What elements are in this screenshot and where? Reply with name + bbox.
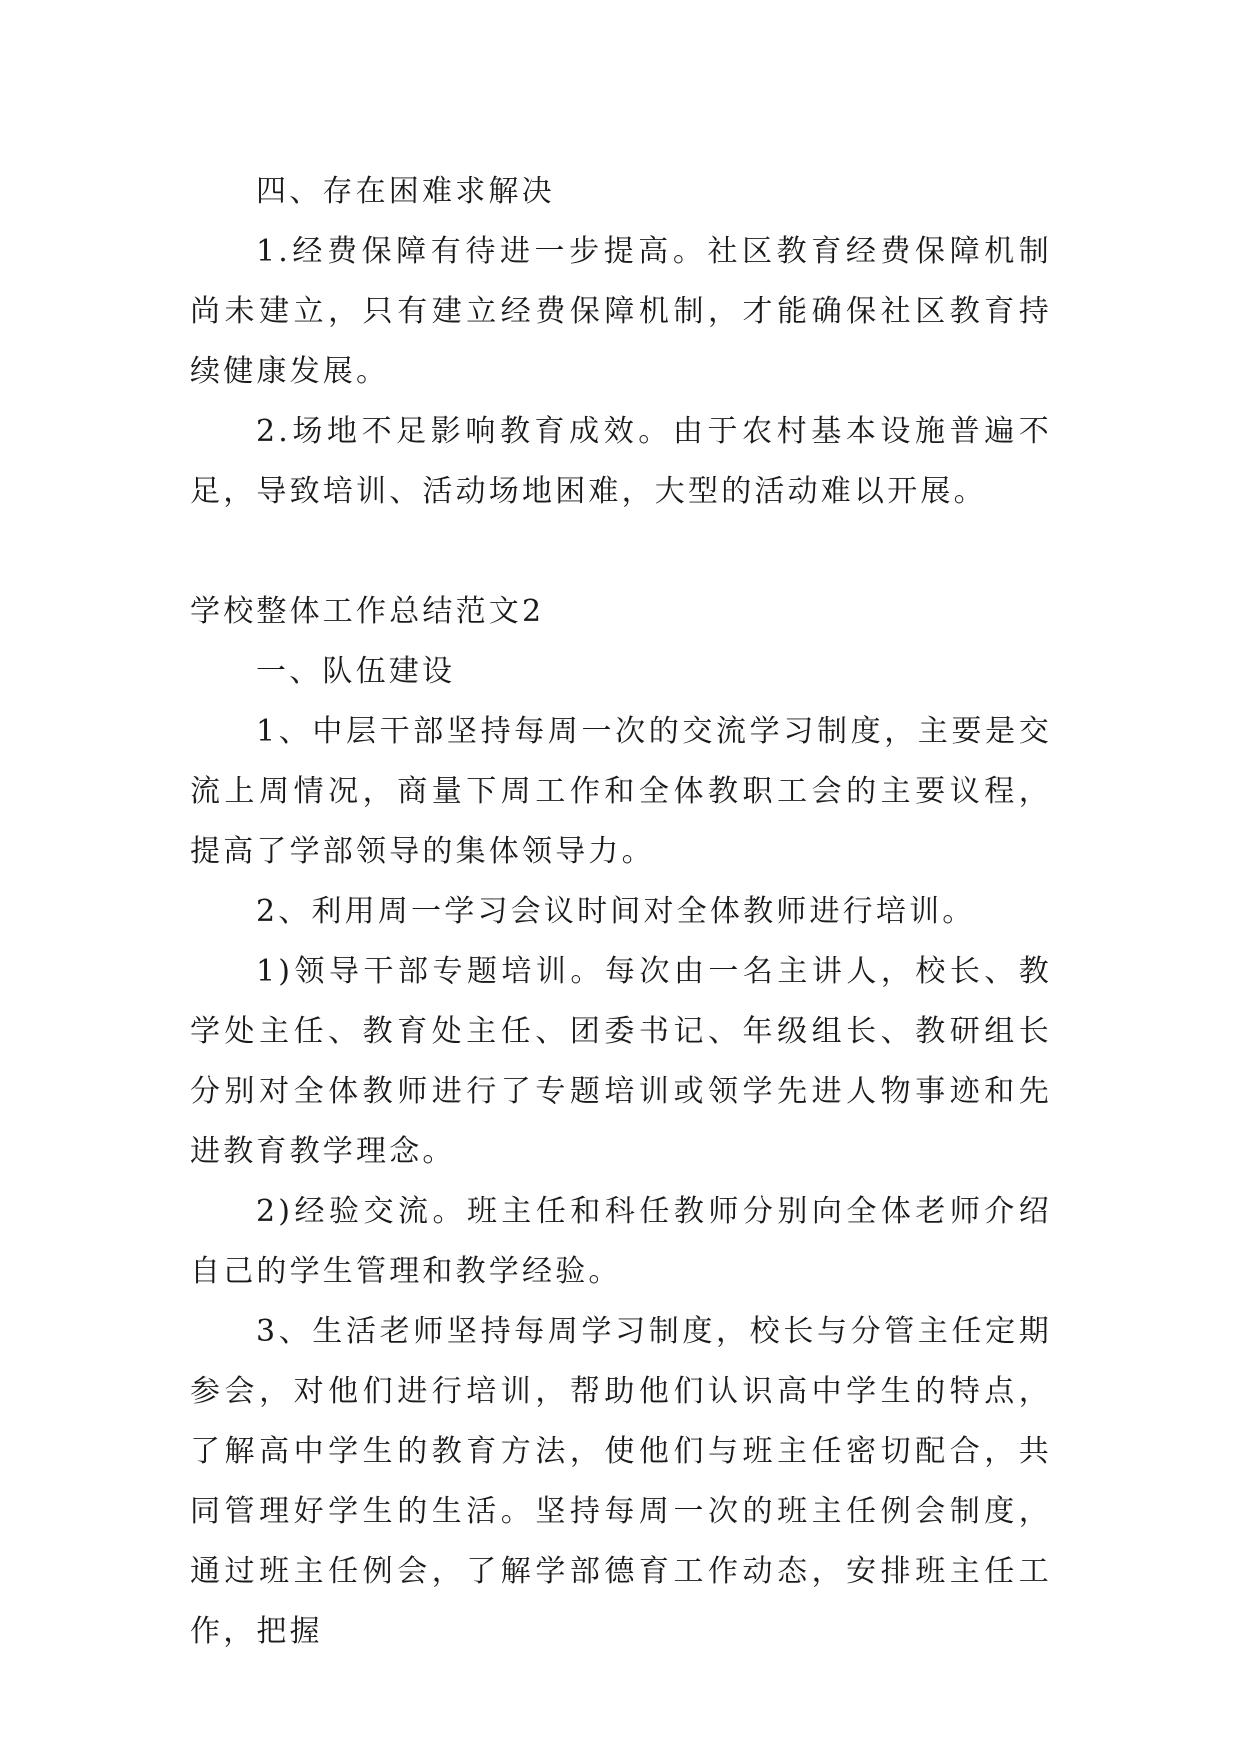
paragraph-middle-cadre: 1、中层干部坚持每周一次的交流学习制度，主要是交流上周情况，商量下周工作和全体教职工会的主要议程，提高了学部领导的集体领导力。 (190, 714, 1052, 869)
paragraph-leader-training: 1)领导干部专题培训。每次由一名主讲人，校长、教学处主任、教育处主任、团委书记、年级组长、教研组长分别对全体教师进行了专题培训或领学先进人物事迹和先进教育教学理念。 (190, 954, 1052, 1169)
paragraph-monday-training: 2、利用周一学习会议时间对全体教师进行培训。 (256, 894, 976, 929)
section-heading-difficulties: 四、存在困难求解决 (256, 174, 555, 209)
paragraph-venue: 2.场地不足影响教育成效。由于农村基本设施普遍不足，导致培训、活动场地困难，大型的活动难以开展。 (190, 414, 1052, 509)
document-title: 学校整体工作总结范文2 (190, 594, 545, 629)
paragraph-life-teachers: 3、生活老师坚持每周学习制度，校长与分管主任定期参会，对他们进行培训，帮助他们认识高中学生的特点，了解高中学生的教育方法，使他们与班主任密切配合，共同管理好学生的生活。坚持每周一次的班主任例会制度，通过班主任例会，了解学部德育工作动态，安排班主任工作，把握 (190, 1314, 1052, 1649)
document-page (190, 162, 1052, 1662)
section-heading-team: 一、队伍建设 (256, 654, 456, 689)
paragraph-funding: 1.经费保障有待进一步提高。社区教育经费保障机制尚未建立，只有建立经费保障机制，才能确保社区教育持续健康发展。 (190, 234, 1052, 389)
section-spacer (190, 522, 1052, 582)
paragraph-experience-exchange: 2)经验交流。班主任和科任教师分别向全体老师介绍自己的学生管理和教学经验。 (190, 1194, 1052, 1289)
